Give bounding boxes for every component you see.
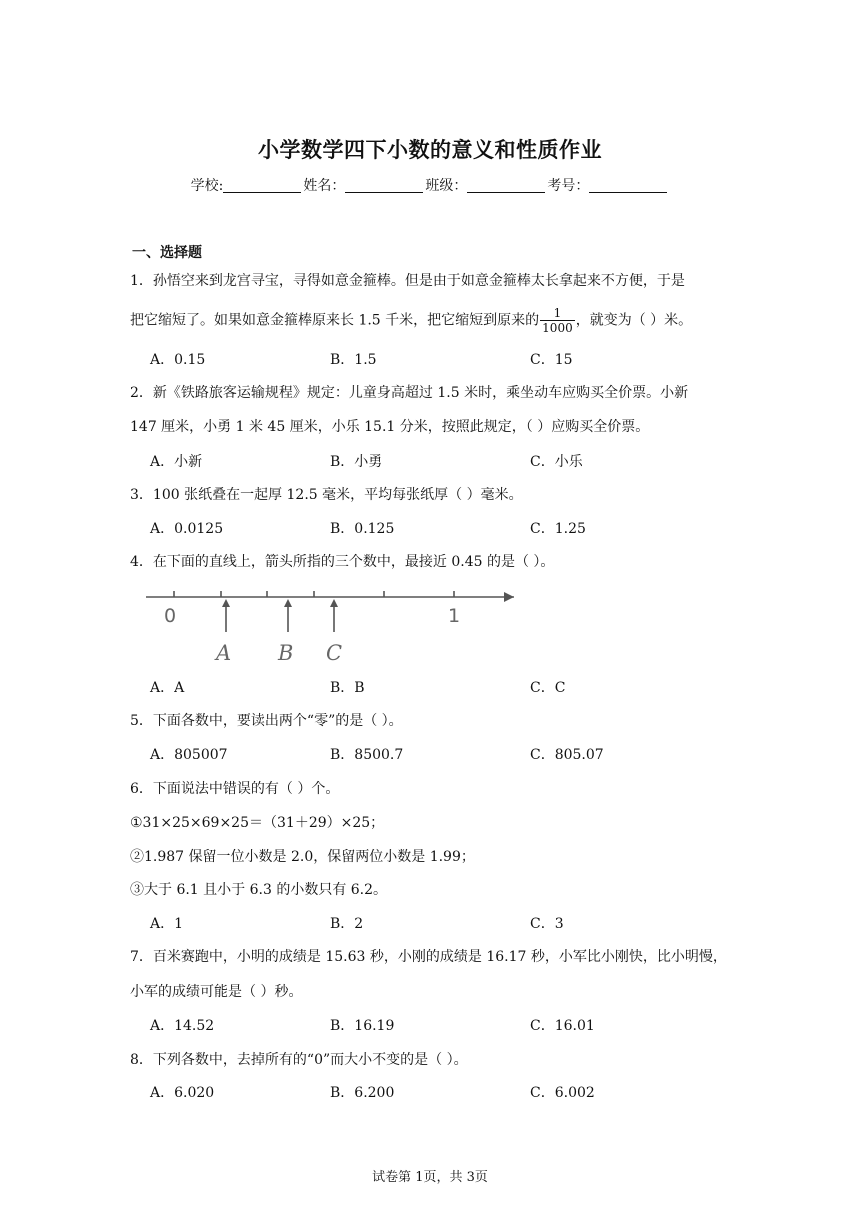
q1-text-post: ，就变为（ ）米。: [575, 312, 693, 329]
q2-option-c[interactable]: C．小乐: [530, 454, 583, 470]
name-blank[interactable]: [345, 178, 423, 193]
q6-statement-1: ①31×25×69×25＝（31＋29）×25；: [130, 815, 385, 831]
q6-option-b[interactable]: B．2: [330, 916, 364, 932]
q4-option-c[interactable]: C．C: [530, 680, 566, 696]
number-line-label-a: A: [216, 641, 232, 665]
student-info-line: [0, 175, 860, 195]
q5-option-a[interactable]: A．805007: [150, 747, 228, 763]
axis-arrowhead: [504, 592, 514, 602]
number-line-label-zero: 0: [164, 605, 177, 627]
class-blank[interactable]: [467, 178, 545, 193]
q8-option-c[interactable]: C．6.002: [530, 1085, 595, 1101]
q7-text-line2: 小军的成绩可能是（ ）秒。: [130, 984, 303, 1000]
number-line-label-one: 1: [448, 605, 461, 627]
q7-option-a[interactable]: A．14.52: [150, 1018, 215, 1034]
q6-statement-2: ②1.987 保留一位小数是 2.0，保留两位小数是 1.99；: [130, 849, 475, 865]
number-line-label-b: B: [278, 641, 294, 665]
q6-text-line1: 6．下面说法中错误的有（ ）个。: [130, 781, 340, 797]
number-line-figure: [140, 578, 530, 670]
exam-number-blank[interactable]: [589, 178, 667, 193]
q6-statement-3: ③大于 6.1 且小于 6.3 的小数只有 6.2。: [130, 882, 388, 898]
q1-option-a[interactable]: A．0.15: [150, 352, 206, 368]
arrow-c-head: [330, 599, 338, 607]
q4-option-a[interactable]: A．A: [150, 680, 185, 696]
q7-option-b[interactable]: B．16.19: [330, 1018, 395, 1034]
q5-option-c[interactable]: C．805.07: [530, 747, 604, 763]
q7-option-c[interactable]: C．16.01: [530, 1018, 595, 1034]
arrow-b-head: [284, 599, 292, 607]
q1-fraction-denominator: 1000: [542, 321, 573, 335]
class-label: 班级：: [425, 178, 468, 194]
q8-option-a[interactable]: A．6.020: [150, 1085, 215, 1101]
exam-number-label: 考号：: [547, 178, 590, 194]
q3-option-c[interactable]: C．1.25: [530, 521, 586, 537]
q7-text-line1: 7．百米赛跑中，小明的成绩是 15.63 秒，小刚的成绩是 16.17 秒，小军比小刚快，比小明慢，: [130, 949, 727, 965]
q1-fraction-numerator: 1: [540, 306, 575, 321]
section-title: 一、选择题: [132, 245, 202, 261]
page-footer: 试卷第 1页，共 3页: [372, 1170, 488, 1185]
q3-option-a[interactable]: A．0.0125: [150, 521, 224, 537]
arrow-a-head: [222, 599, 230, 607]
school-label: 学校:: [190, 178, 224, 194]
q6-option-a[interactable]: A．1: [150, 916, 184, 932]
q2-text-line2: 147 厘米，小勇 1 米 45 厘米，小乐 15.1 分米，按照此规定，（ ）应购买全价票。: [130, 419, 650, 435]
q1-option-b[interactable]: B．1.5: [330, 352, 377, 368]
q1-text-line1: 1．孙悟空来到龙宫寻宝，寻得如意金箍棒。但是由于如意金箍棒太长拿起来不方便，于是: [130, 273, 685, 289]
q4-text-line1: 4．在下面的直线上，箭头所指的三个数中，最接近 0.45 的是（ ）。: [130, 554, 555, 570]
q1-text-pre: 把它缩短了。如果如意金箍棒原来长 1.5 千米，把它缩短到原来的: [130, 312, 540, 329]
q5-text-line1: 5．下面各数中，要读出两个“零”的是（ ）。: [130, 713, 403, 729]
q3-text-line1: 3．100 张纸叠在一起厚 12.5 毫米，平均每张纸厚（ ）毫米。: [130, 487, 523, 503]
q2-text-line1: 2．新《铁路旅客运输规程》规定：儿童身高超过 1.5 米时，乘坐动车应购买全价票。小新: [130, 385, 689, 401]
q2-option-b[interactable]: B．小勇: [330, 454, 383, 470]
q2-option-a[interactable]: A．小新: [150, 454, 203, 470]
q3-option-b[interactable]: B．0.125: [330, 521, 395, 537]
name-label: 姓名：: [303, 178, 346, 194]
q1-text-line2: [130, 306, 692, 335]
q8-option-b[interactable]: B．6.200: [330, 1085, 395, 1101]
q1-fraction: [540, 306, 575, 335]
page-title: 小学数学四下小数的意义和性质作业: [258, 138, 602, 162]
number-line-label-c: C: [326, 641, 343, 665]
school-blank[interactable]: [223, 178, 301, 193]
q4-option-b[interactable]: B．B: [330, 680, 365, 696]
q6-option-c[interactable]: C．3: [530, 916, 564, 932]
q5-option-b[interactable]: B．8500.7: [330, 747, 404, 763]
q1-option-c[interactable]: C．15: [530, 352, 573, 368]
q8-text-line1: 8．下列各数中，去掉所有的“0”而大小不变的是（ ）。: [130, 1052, 468, 1068]
